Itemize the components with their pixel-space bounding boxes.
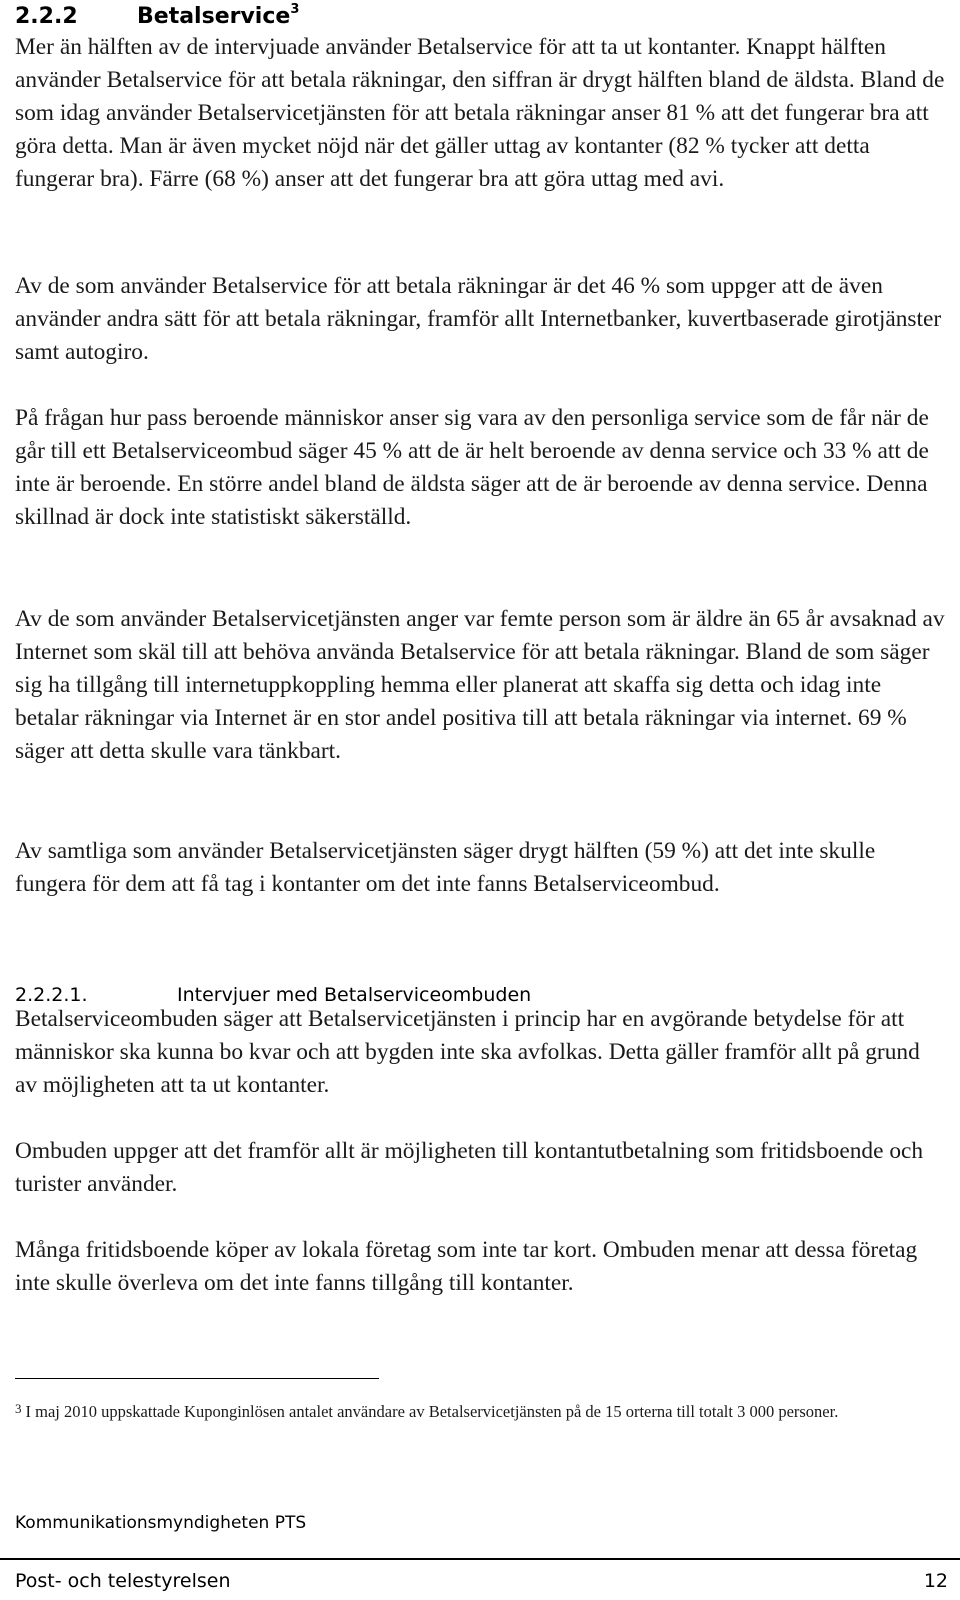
paragraph-4: Av de som använder Betalservicetjänsten anger var femte person som är äldre än 65 år avsaknad av Internet som skäl till att behöva använda Betalservice för att betala räkningar. Bland de som säger sig ha tillgång till internetuppkoppling hemma eller planerat att skaffa sig detta och idag inte betalar räkningar via Internet är en stor andel positiva till att betala räkningar via internet. 69 % säger att detta skulle vara tänkbart. bbox=[15, 606, 945, 764]
footer-organization: Kommunikationsmyndigheten PTS bbox=[15, 1513, 307, 1533]
footnote-reference: 3 bbox=[290, 2, 300, 17]
sub-paragraph-3: Många fritidsboende köper av lokala företag som inte tar kort. Ombuden menar att dessa företag inte skulle överleva om det inte fanns tillgång till kontanter. bbox=[15, 1237, 918, 1296]
sub-paragraph-2: Ombuden uppger att det framför allt är möjligheten till kontantutbetalning som fritidsboende och turister använder. bbox=[15, 1138, 924, 1197]
paragraph-2: Av de som använder Betalservice för att betala räkningar är det 46 % som uppger att de även använder andra sätt för att betala räkningar, framför allt Internetbanker, kuvertbaserade girotjänster samt autogiro. bbox=[15, 273, 942, 365]
section-heading bbox=[15, 2, 299, 29]
paragraph-5: Av samtliga som använder Betalservicetjänsten säger drygt hälften (59 %) att det inte skulle fungera för dem att få tag i kontanter om det inte fanns Betalserviceombud. bbox=[15, 838, 876, 897]
footnote-mark: 3 bbox=[15, 1401, 22, 1416]
subsection-number: 2.2.2.1. bbox=[15, 984, 88, 1006]
footer-agency: Post- och telestyrelsen bbox=[15, 1570, 231, 1592]
subsection-title: Intervjuer med Betalserviceombuden bbox=[177, 984, 532, 1006]
page-number: 12 bbox=[923, 1570, 948, 1592]
paragraph-3: På frågan hur pass beroende människor anser sig vara av den personliga service som de får när de går till ett Betalserviceombud säger 45 % att de är helt beroende av denna service och 33 % att de inte är beroende. En större andel bland de äldsta säger att de är beroende av denna service. Denna skillnad är dock inte statistiskt säkerställd. bbox=[15, 405, 929, 530]
section-number: 2.2.2 bbox=[15, 4, 78, 29]
sub-paragraph-1: Betalserviceombuden säger att Betalservicetjänsten i princip har en avgörande betydelse för att människor ska kunna bo kvar och att bygden inte ska avfolkas. Detta gäller framför allt på grund av möjligheten att ta ut kontanter. bbox=[15, 1006, 920, 1098]
section-title: Betalservice bbox=[137, 4, 291, 29]
footnote bbox=[15, 1395, 935, 1425]
footer-rule bbox=[0, 1558, 960, 1560]
paragraph-1: Mer än hälften av de intervjuade använder Betalservice för att ta ut kontanter. Knappt hälften använder Betalservice för att betala räkningar, den siffran är drygt hälften bland de äldsta. Bland de som idag använder Betalservicetjänsten för att betala räkningar anser 81 % att det fungerar bra att göra detta. Man är även mycket nöjd när det gäller uttag av kontanter (82 % tycker att detta fungerar bra). Färre (68 %) anser att det fungerar bra att göra uttag med avi. bbox=[15, 34, 945, 192]
footnote-text: I maj 2010 uppskattade Kuponginlösen antalet användare av Betalservicetjänsten på de 15 orterna till totalt 3 000 personer. bbox=[25, 1402, 839, 1421]
footnote-separator bbox=[15, 1378, 379, 1379]
